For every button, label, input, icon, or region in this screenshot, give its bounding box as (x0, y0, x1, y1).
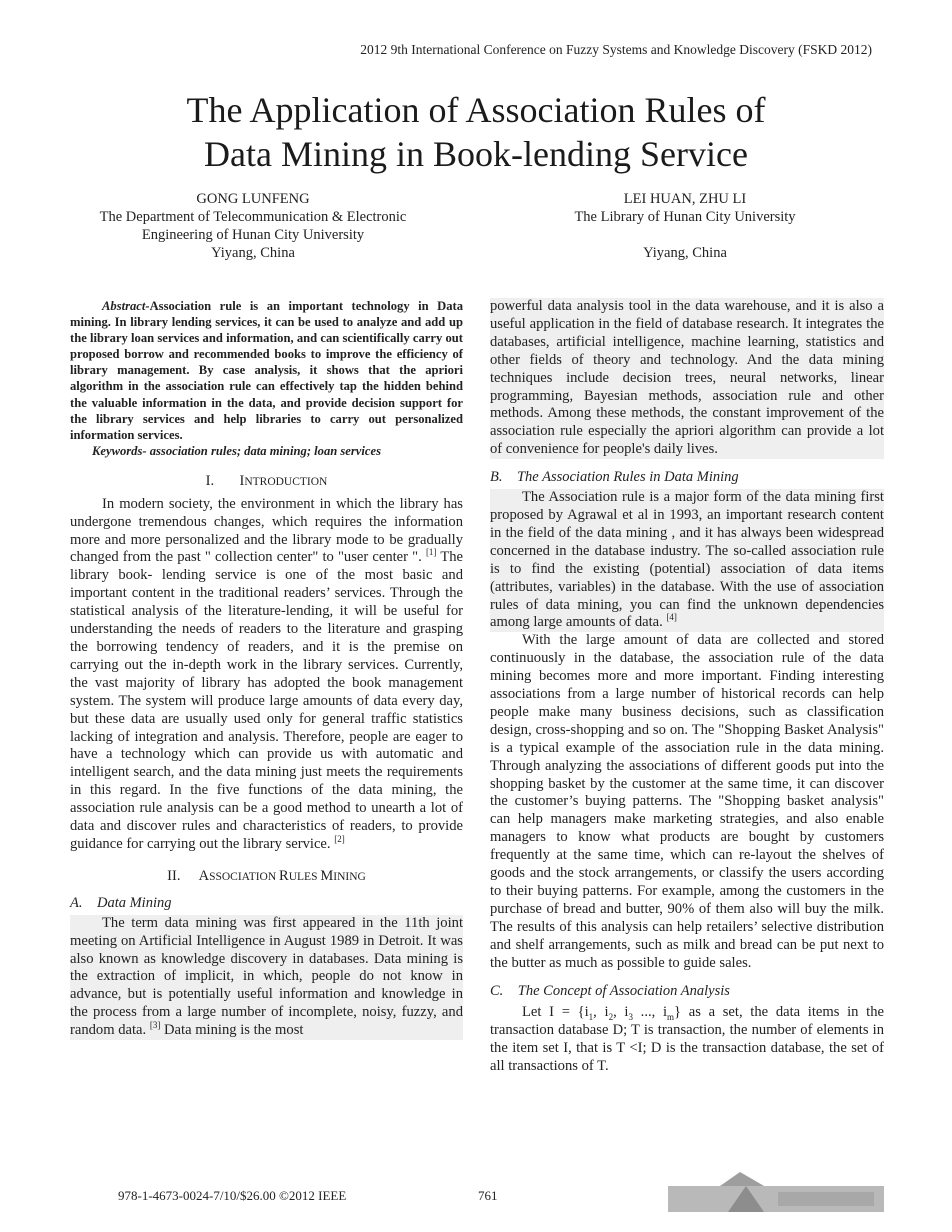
subsection-heading-association-analysis: C. The Concept of Association Analysis (490, 982, 730, 999)
subsection-heading-association-rules: B. The Association Rules in Data Mining (490, 469, 739, 486)
author-name: GONG LUNFENG (196, 191, 310, 207)
abstract-text: Association rule is an important technology in Data mining. In library lending services, it can be used to analyze and add up the library loan services and information, and can scientifically carry out proposed borrow and recommended books to improve the efficiency of library management. By case analysis, it shows that the apriori algorithm in the association rule can effectively tap the hidden behind the valuable information in the data, and provide decision support for the library services and help libraries to carry out personalized information services. (70, 299, 463, 442)
abstract (70, 298, 463, 443)
subscript: 1 (588, 1012, 594, 1023)
section-heading-introduction (70, 473, 463, 492)
citation: [3] (149, 1020, 161, 1031)
text-run: The library book- lending service is one of the most basic and important content in the traditional readers’ services. Through the statistical analysis of the literature-lending, it will be useful for understanding the needs of readers to the literature and grasping the borrowing tendency of readers, and it is the premise on carrying out the in-depth work in the library services. Currently, the vast majority of library has adopted the book management system. The system will produce large amounts of data every day, but these data are usually used only for general traffic statistics lacking of integration and analysis. Therefore, people are eager to have a technology which can provide us with automatic and intelligent search, and the data mining just meets the requirements in this regard. In the five functions of the data mining, the association rule analysis can be a good method to unearth a lot of data and discover rules and characteristics of readers, to provide guidance for carrying out the library service. (70, 549, 464, 852)
subscript: m (667, 1012, 675, 1023)
association-rule-paragraph-2: With the large amount of data are collected and stored continuously in the database, the association rule of the data mining becomes more and more important. Finding interesting associations from a large number of historical records can help people make many business decisions, such as classification design, cross-shopping and so on. The "Shopping Basket Analysis" is a typical example of the association rule in the data mining. Through analyzing the associations of different goods put into the shopping basket by the customer at the same time, it can discover the customer’s buying patterns. The "Shopping basket analysis" can help managers make marketing strategies, and also enable managers to know what products are bought by customers frequently at the same time, which can re-layout the shelves of goods and the stock arrangements, or classify the users according to their buying patterns. For example, among the customers in the purchase of bread and butter, 90% of them also will buy the milk. The results of this analysis can help retailers’ selective distribution and shelf arrangements, such as milk and bread can be put next to the butter as much as possible to guide sales. (490, 632, 884, 971)
left-column (70, 298, 463, 1040)
subsection-heading-data-mining: A. Data Mining (70, 894, 172, 911)
text-run: , i (613, 1004, 629, 1021)
title-rest: ULES (288, 870, 321, 883)
citation: [2] (334, 834, 345, 845)
footer-isbn: 978-1-4673-0024-7/10/$26.00 ©2012 IEEE (118, 1188, 347, 1203)
title-line-1: The Application of Association Rules of (186, 90, 766, 130)
author-block-1 (68, 190, 438, 262)
subscript: 2 (608, 1012, 614, 1023)
right-column (490, 298, 884, 1076)
section-number: II. (167, 867, 181, 884)
section-title-cap: I (239, 472, 245, 489)
section-heading-association-rules (70, 868, 463, 887)
text-run: The Association rule is a major form of the data mining first proposed by Agrawal et al in 1993, an important research content in the field of the data mining , and it has always been widespread concerned in the database industry. The so-called association rule is to find the existing (potential) association of data items (attributes, variables) in the database. With the use of association rules of data mining, you can find the unknown dependencies among large amounts of data. (490, 489, 884, 631)
section-number: I. (205, 472, 215, 489)
text-run: , i (593, 1004, 609, 1021)
text-run: } as a set, the data items in the transaction database D; T is transaction, the number of elements in the item set I, that is T <I; D is the transaction database, the set of all transactions of T. (490, 1004, 884, 1075)
author-affiliation: Engineering of Hunan City University (141, 227, 365, 243)
keywords: Keywords- association rules; data mining; loan services (92, 443, 381, 458)
author-affiliation (500, 226, 870, 244)
title-line-2: Data Mining in Book-lending Service (204, 134, 748, 174)
author-location: Yiyang, China (211, 245, 295, 261)
abstract-label: Abstract- (102, 299, 150, 313)
data-mining-continued: powerful data analysis tool in the data warehouse, and it is also a useful application in the field of database research. It integrates the databases, artificial intelligence, machine learning, statistics and other fields of theory and technology. And the data mining techniques include decision trees, neural networks, linear programming, Bayesian methods, association rule and other methods. Among these methods, the constant improvement of the association rule especially the apriori algorithm can provide a lot of convenience for people's daily lives. (490, 298, 884, 458)
author-affiliation: The Department of Telecommunication & Electronic (99, 209, 407, 225)
text-run: Data mining is the most (160, 1022, 304, 1039)
subscript: 3 (628, 1012, 633, 1023)
author-affiliation: The Library of Hunan City University (574, 209, 796, 225)
title-rest: SSOCIATION (209, 870, 280, 883)
text-run: Let I = {i (522, 1004, 589, 1021)
publisher-logo-icon (668, 1172, 884, 1212)
association-rule-paragraph-1 (490, 489, 884, 632)
footer-page-number: 761 (478, 1188, 498, 1203)
paper-title (0, 88, 952, 176)
association-analysis-paragraph (490, 1004, 884, 1076)
citation: [1] (425, 547, 437, 558)
author-name: LEI HUAN, ZHU LI (623, 191, 747, 207)
conference-header: 2012 9th International Conference on Fuzzy Systems and Knowledge Discovery (FSKD 2012) (360, 42, 872, 57)
citation: [4] (666, 612, 677, 623)
section-title-rest: NTRODUCTION (244, 475, 328, 488)
text-run: The term data mining was first appeared in the 11th joint meeting on Artificial Intelligence in August 1989 in Detroit. It was also known as knowledge discovery in databases. Data mining is the extraction of implicit, in which, people do not know in advance, but is potentially useful information and knowledge in the process from a large number of incomplete, noisy, fuzzy, and random data. (70, 914, 463, 1039)
title-cap: R (279, 867, 289, 884)
author-location: Yiyang, China (643, 245, 727, 261)
title-cap: M (320, 867, 334, 884)
text-run: In modern society, the environment in which the library has undergone tremendous changes, which requires the information more and more personalized and the library mode to be gradually changed from the past " collection center" to "user center ". (70, 495, 463, 566)
data-mining-paragraph (70, 915, 463, 1040)
author-block-2 (500, 190, 870, 262)
text-run: ..., i (632, 1004, 668, 1021)
title-rest: INING (333, 870, 366, 883)
intro-paragraph (70, 496, 463, 854)
title-cap: A (198, 867, 210, 884)
